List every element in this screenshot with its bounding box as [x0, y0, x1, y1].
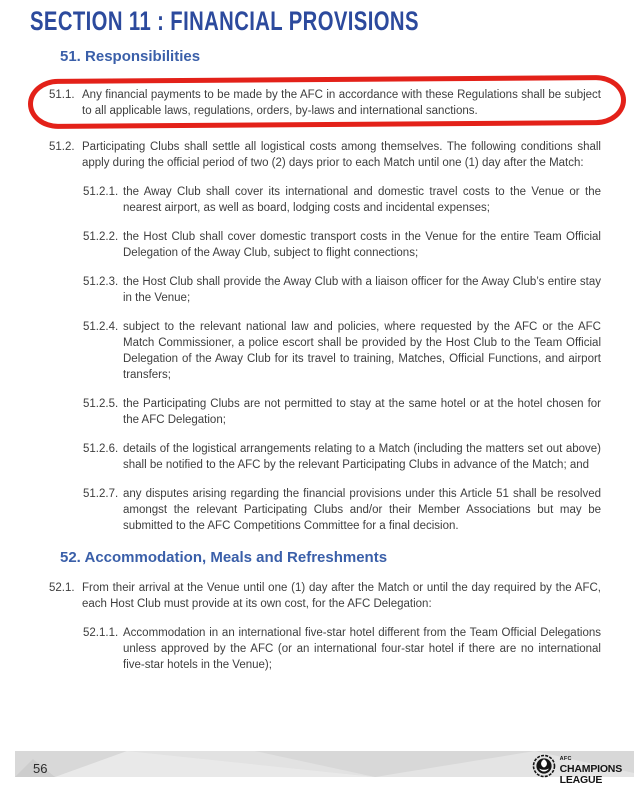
clause-number: 51.2.3. [83, 276, 119, 288]
section-heading-text: Accommodation, Meals and Refreshments [84, 549, 388, 566]
clause-51-2-1 [83, 184, 601, 216]
section-heading-52 [60, 549, 601, 567]
clause-text: From their arrival at the Venue until one (1) day after the Match or until the day required by the AFC, each Host Club must provide at its own cost, for the AFC Delegation: [82, 582, 601, 610]
clause-51-1 [49, 87, 601, 119]
logo-org: AFC [559, 756, 572, 762]
clause-number: 52.1.1. [83, 627, 119, 639]
clause-text: Participating Clubs shall settle all logistical costs among themselves. The following conditions shall apply during the official period of two (2) days prior to each Match until one (1) day after the Match: [82, 141, 601, 169]
clause-number: 51.2.4. [83, 321, 119, 333]
clause-number: 51.2.2. [83, 231, 119, 243]
section-number: 51. [60, 48, 81, 65]
section-number: 52. [60, 549, 81, 566]
clause-51-2-6 [83, 441, 601, 473]
clause-52-1-1 [83, 625, 601, 673]
clause-text: the Participating Clubs are not permitted to stay at the same hotel or at the hotel chosen for the AFC Delegation; [123, 398, 601, 426]
page-title: SECTION 11 : FINANCIAL PROVISIONS [30, 4, 419, 37]
section-heading-text: Responsibilities [85, 48, 201, 65]
clause-text: the Host Club shall provide the Away Club with a liaison officer for the Away Club’s entire stay in the Venue; [123, 276, 601, 304]
clause-text: the Host Club shall cover domestic transport costs in the Venue for the entire Team Official Delegation of the Away Club, subject to flight connections; [123, 231, 601, 259]
clause-text: any disputes arising regarding the financial provisions under this Article 51 shall be resolved amongst the relevant Participating Clubs and/or their Member Associations but may be submitted to the AFC Competitions Committee for a final decision. [123, 488, 601, 532]
clause-51-2 [49, 139, 601, 171]
clause-number: 51.2. [49, 141, 75, 153]
clause-text: subject to the relevant national law and policies, where requested by the AFC or the AFC Match Commissioner, a police escort shall be provided by the Host Club to the Team Official Delegation of the Away Club for its travel to training, Matches, Official Functions, and airport transfers; [123, 321, 601, 381]
footer [15, 751, 634, 786]
page-number: 56 [33, 761, 48, 776]
document-page [0, 4, 634, 786]
clause-51-2-5 [83, 396, 601, 428]
clause-text: details of the logistical arrangements relating to a Match (including the matters set out above) shall be notified to the AFC by the relevant Participating Clubs in advance of the Match; and [123, 443, 601, 471]
logo-text [560, 754, 622, 786]
clause-text: Any financial payments to be made by the AFC in accordance with these Regulations shall be subject to all applicable laws, regulations, orders, by-laws and international sanctions. [82, 89, 601, 117]
clause-text: the Away Club shall cover its international and domestic travel costs to the Venue or the nearest airport, as well as board, lodging costs and incidental expenses; [123, 186, 601, 214]
clause-52-1 [49, 580, 601, 612]
clause-number: 51.2.5. [83, 398, 119, 410]
clause-number: 51.2.6. [83, 443, 119, 455]
afc-champions-league-logo [532, 754, 622, 786]
clause-number: 51.2.7. [83, 488, 119, 500]
afc-emblem-icon [532, 754, 556, 778]
logo-line1: CHAMPIONS [559, 762, 622, 775]
logo-line2: LEAGUE [559, 774, 603, 786]
clause-51-2-4 [83, 319, 601, 383]
clause-text: Accommodation in an international five-star hotel different from the Team Official Delegations unless approved by the AFC (or an international four-star hotel if there are no international five-star hotels in the Venue); [123, 627, 601, 671]
document-body [0, 48, 634, 673]
clause-number: 51.1. [49, 89, 75, 101]
section-heading-51 [60, 48, 601, 66]
clause-number: 51.2.1. [83, 186, 119, 198]
clause-number: 52.1. [49, 582, 75, 594]
clause-51-2-7 [83, 486, 601, 534]
clause-51-2-3 [83, 274, 601, 306]
clause-51-2-2 [83, 229, 601, 261]
